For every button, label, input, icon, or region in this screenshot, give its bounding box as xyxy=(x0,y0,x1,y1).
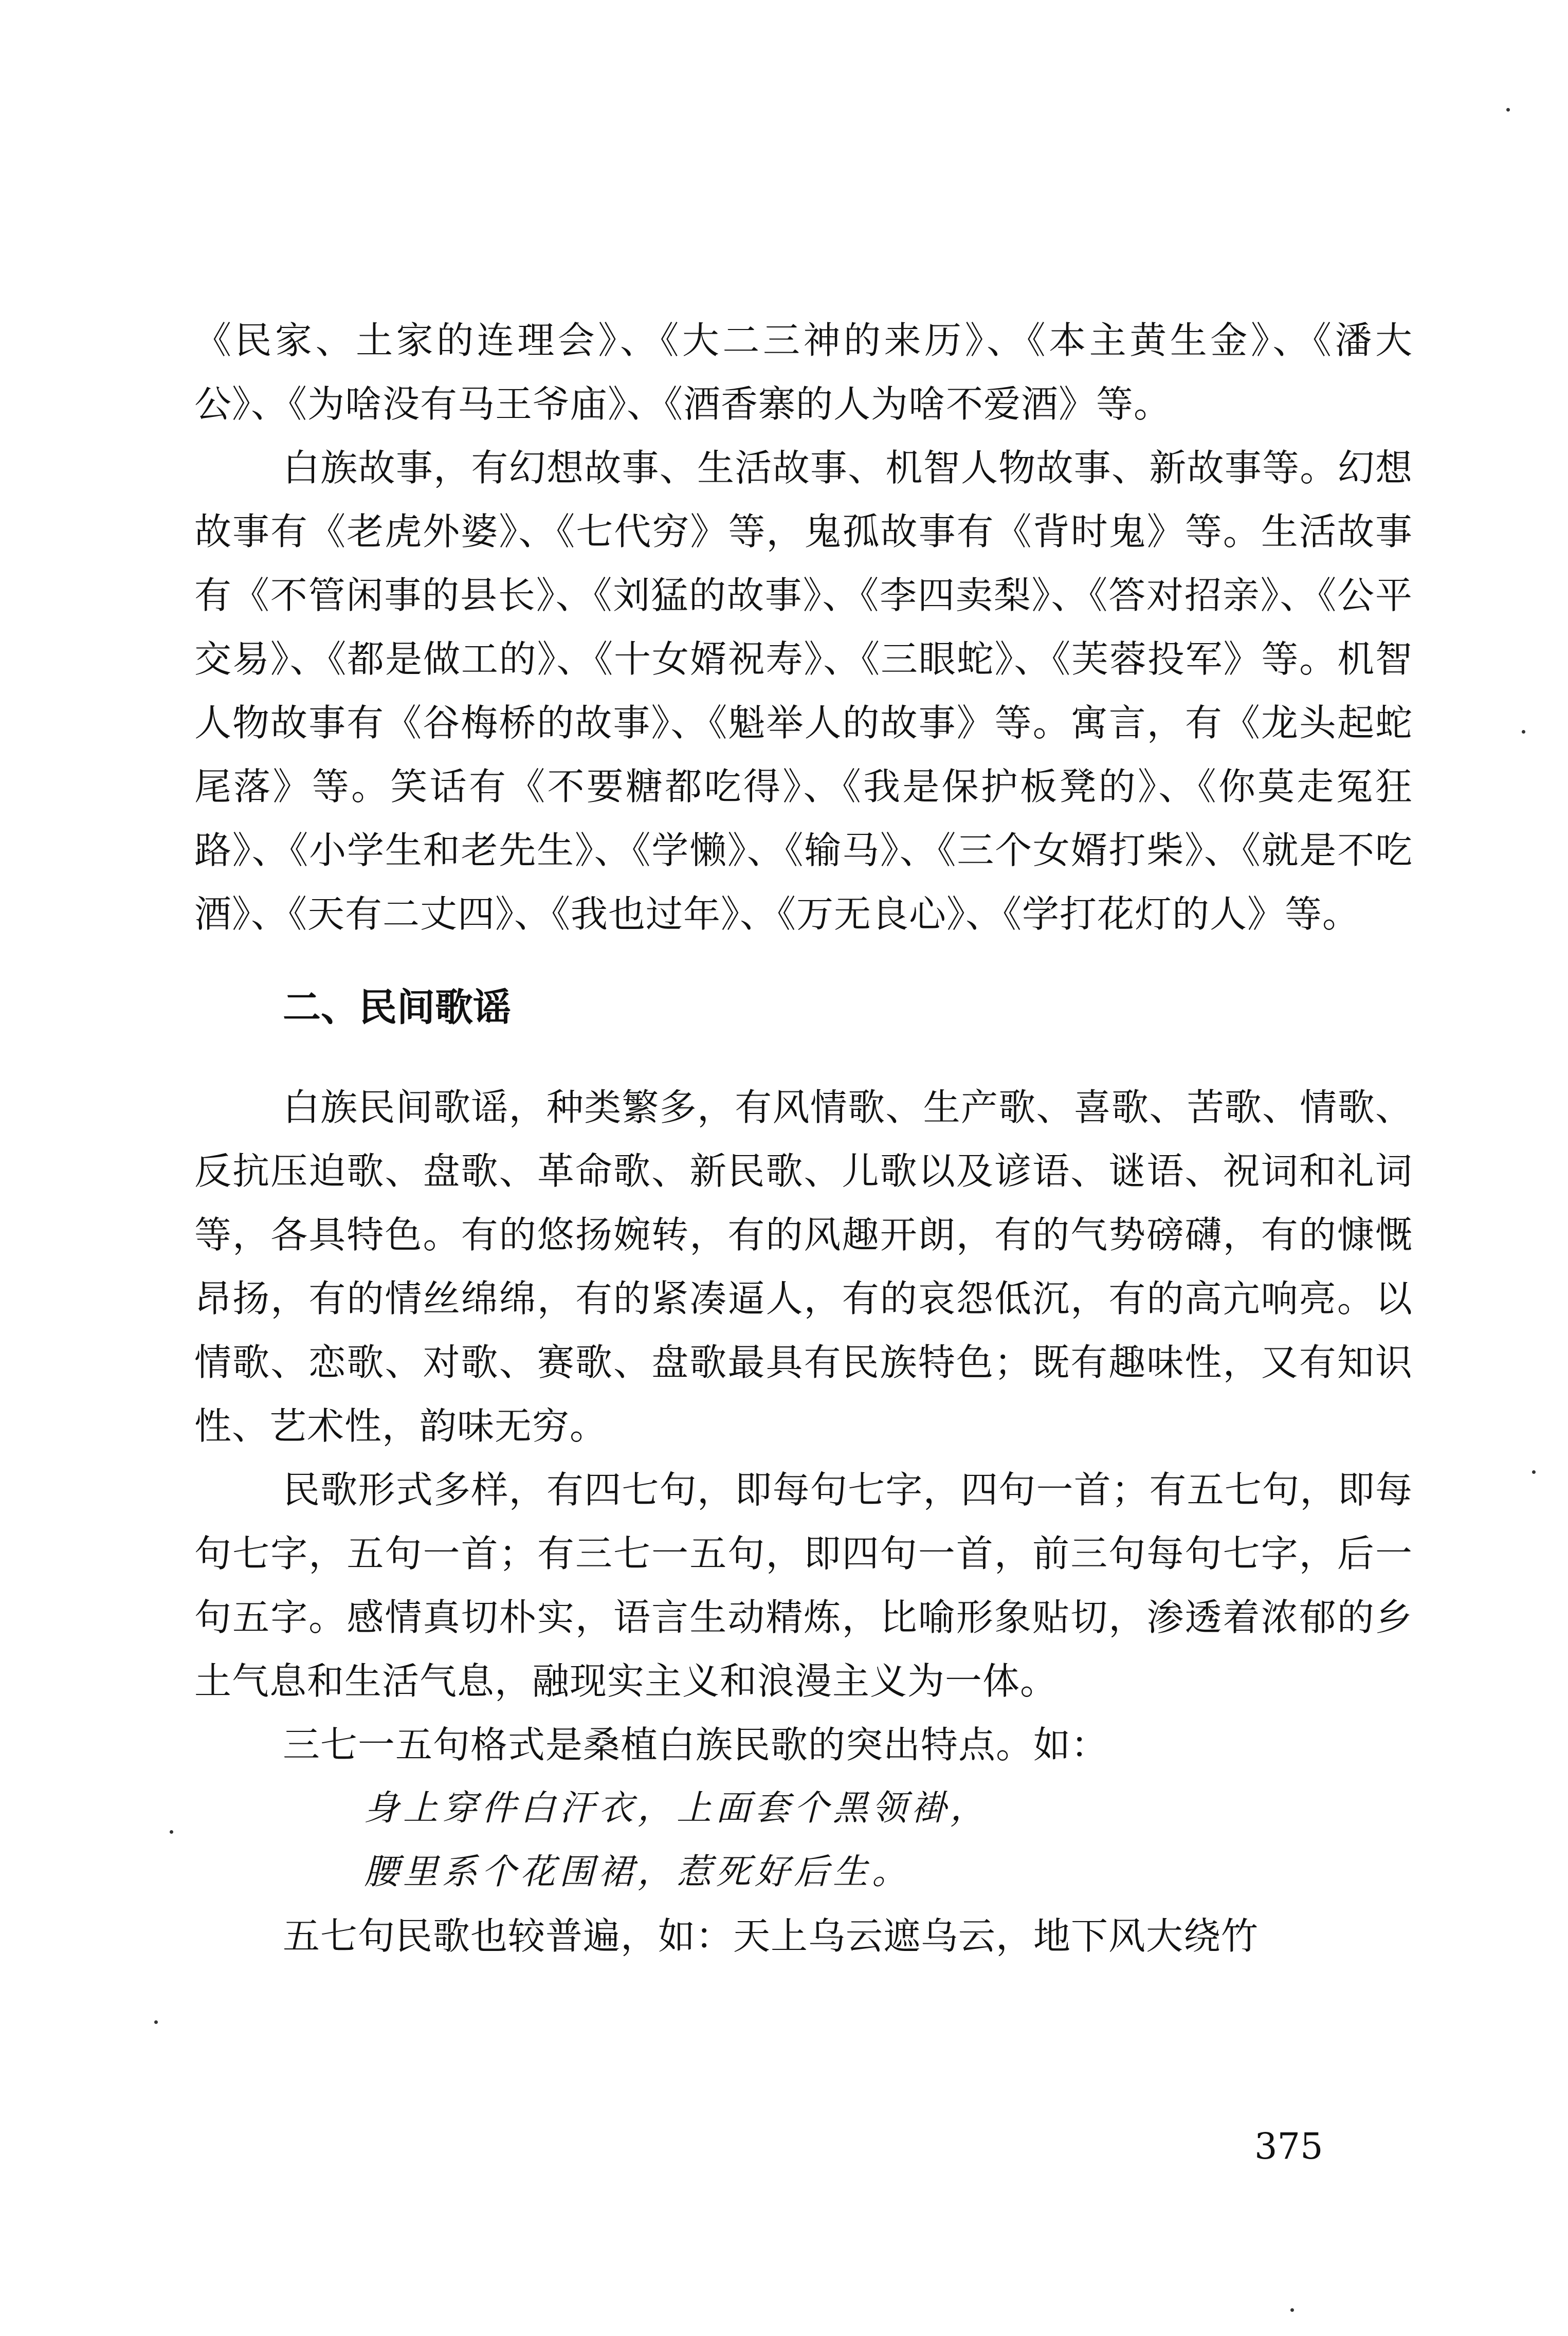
paragraph-bai-stories: 白族故事，有幻想故事、生活故事、机智人物故事、新故事等。幻想故事有《老虎外婆》、《七代穷》等，鬼孤故事有《背时鬼》等。生活故事有《不管闲事的县长》、《刘猛的故事》、《李四卖梨》、《答对招亲》、《公平交易》、《都是做工的》、《十女婿祝寿》、《三眼蛇》、《芙蓉投军》等。机智人物故事有《谷梅桥的故事》、《魁举人的故事》等。寓言，有《龙头起蛇尾落》等。笑话有《不要糖都吃得》、《我是保护板凳的》、《你莫走冤狂路》、《小学生和老先生》、《学懒》、《输马》、《三个女婿打柴》、《就是不吃酒》、《天有二丈四》、《我也过年》、《万无良心》、《学打花灯的人》等。 xyxy=(194,446,1413,936)
paragraph-format-intro: 三七一五句格式是桑植白族民歌的突出特点。如： xyxy=(283,1723,1109,1766)
page-number: 375 xyxy=(1254,2125,1323,2167)
scan-speck xyxy=(154,2020,158,2024)
paragraph-story-list-end: 《民家、土家的连理会》、《大二三神的来历》、《本主黄生金》、《潘大公》、《为啥没有马王爷庙》、《酒香寨的人为啥不爱酒》等。 xyxy=(194,319,1413,426)
scan-speck xyxy=(1522,730,1525,734)
paragraph-five-seven: 五七句民歌也较普遍，如：天上乌云遮乌云，地下风大绕竹 xyxy=(283,1914,1259,1958)
body-text xyxy=(194,308,1413,1968)
paragraph-folk-songs: 白族民间歌谣，种类繁多，有风情歌、生产歌、喜歌、苦歌、情歌、反抗压迫歌、盘歌、革命歌、新民歌、儿歌以及谚语、谜语、祝词和礼词等，各具特色。有的悠扬婉转，有的风趣开朗，有的气势磅礴，有的慷慨昂扬，有的情丝绵绵，有的紧凑逼人，有的哀怨低沉，有的高亢响亮。以情歌、恋歌、对歌、赛歌、盘歌最具有民族特色；既有趣味性，又有知识性、艺术性，韵味无穷。 xyxy=(194,1086,1413,1448)
poem-line: 腰里系个花围裙，惹死好后生。 xyxy=(364,1852,911,1892)
scan-speck xyxy=(1506,108,1510,112)
paragraph-song-forms: 民歌形式多样，有四七句，即每句七字，四句一首；有五七句，即每句七字，五句一首；有三七一五句，即四句一首，前三句每句七字，后一句五字。感情真切朴实，语言生动精炼，比喻形象贴切，渗透着浓郁的乡土气息和生活气息，融现实主义和浪漫主义为一体。 xyxy=(194,1468,1413,1703)
poem-line: 身上穿件白汗衣，上面套个黑领褂， xyxy=(364,1788,990,1829)
section-heading: 二、民间歌谣 xyxy=(283,986,511,1030)
scan-speck xyxy=(170,1830,173,1834)
scan-speck xyxy=(1532,1470,1536,1474)
scan-speck xyxy=(1290,2308,1294,2312)
